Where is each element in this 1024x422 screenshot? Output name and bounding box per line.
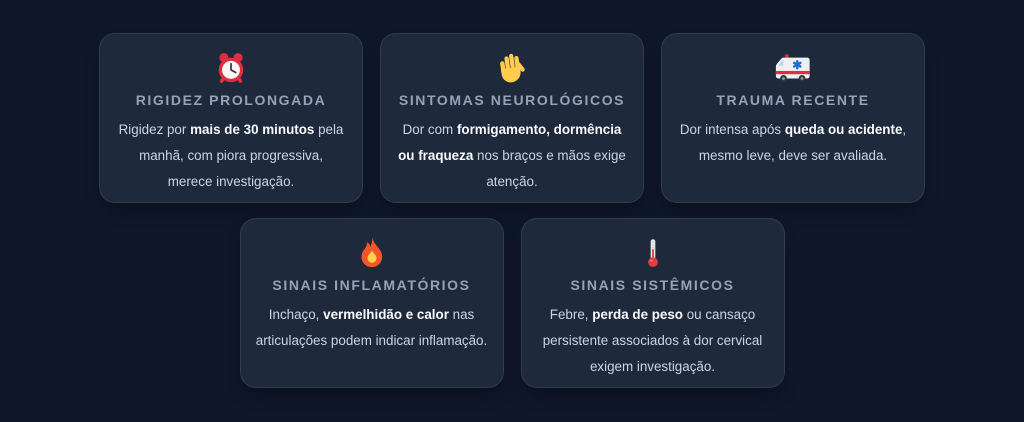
cards-row-2 bbox=[240, 218, 785, 388]
description-text: nas articulações podem indicar inflamação. bbox=[255, 307, 488, 348]
raised-hand-icon bbox=[396, 51, 628, 85]
description-text: Febre, bbox=[549, 307, 593, 322]
description-text: pela manhã, com piora progressiva, merece investigação. bbox=[139, 122, 344, 189]
description-emphasis: perda de peso bbox=[592, 307, 683, 322]
card-description bbox=[537, 302, 769, 380]
ambulance-icon bbox=[677, 51, 909, 85]
cards-row-1 bbox=[99, 33, 925, 203]
warning-card bbox=[661, 33, 925, 203]
card-description bbox=[677, 117, 909, 169]
card-title: SINAIS SISTÊMICOS bbox=[570, 277, 735, 293]
description-text: Rigidez por bbox=[118, 122, 191, 137]
description-emphasis: queda ou acidente bbox=[784, 122, 903, 137]
description-text: Inchaço, bbox=[268, 307, 324, 322]
description-emphasis: vermelhidão e calor bbox=[323, 307, 449, 322]
card-title: SINTOMAS NEUROLÓGICOS bbox=[398, 92, 626, 108]
warning-card bbox=[380, 33, 644, 203]
description-text: , mesmo leve, deve ser avaliada. bbox=[698, 122, 907, 163]
alarm-clock-icon bbox=[115, 51, 347, 85]
description-text: Dor com bbox=[402, 122, 457, 137]
description-text: ou cansaço persistente associados à dor cervical exigem investigação. bbox=[542, 307, 763, 374]
warning-card bbox=[240, 218, 504, 388]
card-title: RIGIDEZ PROLONGADA bbox=[135, 92, 327, 108]
card-title: TRAUMA RECENTE bbox=[716, 92, 870, 108]
description-text: Dor intensa após bbox=[679, 122, 785, 137]
description-text: nos braços e mãos exige atenção. bbox=[473, 148, 626, 189]
card-description bbox=[396, 117, 628, 195]
card-description bbox=[115, 117, 347, 195]
description-emphasis: mais de 30 minutos bbox=[190, 122, 315, 137]
warning-card bbox=[99, 33, 363, 203]
description-emphasis: formigamento, dormência ou fraqueza bbox=[398, 122, 622, 163]
warning-card bbox=[521, 218, 785, 388]
card-title: SINAIS INFLAMATÓRIOS bbox=[272, 277, 471, 293]
fire-icon bbox=[256, 236, 488, 270]
card-description bbox=[256, 302, 488, 354]
thermometer-icon bbox=[537, 236, 769, 270]
